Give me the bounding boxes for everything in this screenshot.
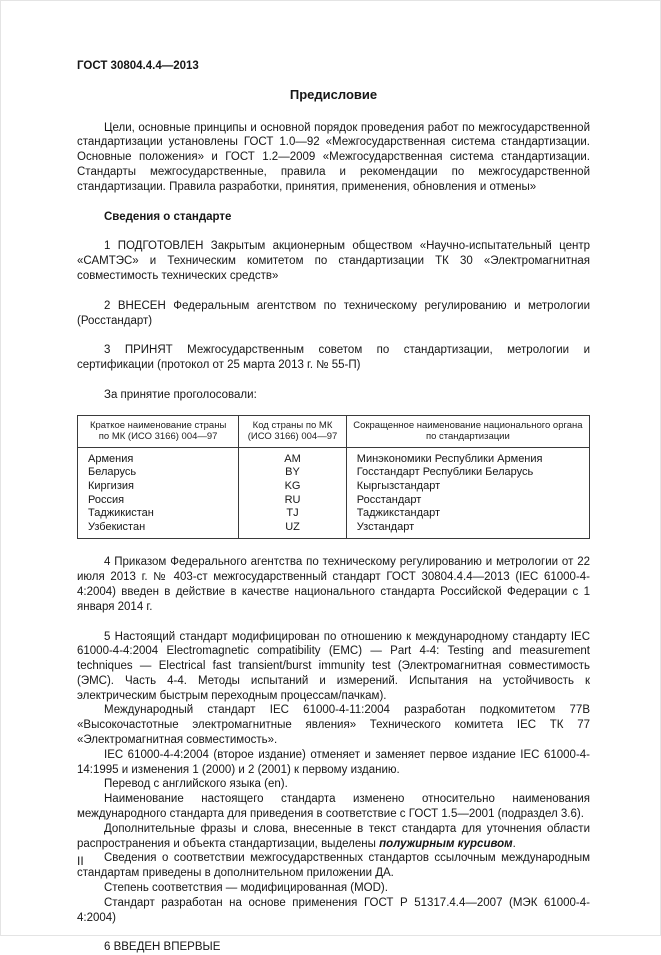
paragraph-vote-intro: За принятие проголосовали: [104,388,257,401]
table-row [78,521,590,539]
table-row [78,507,590,521]
cell-org: Кыргызстандарт [346,480,589,494]
paragraph-item-5-subcommittee: Международный стандарт IEC 61000-4-11:2004 разработан подкомитетом 77B «Высокочастотные электромагнитные явления» Технического комитета IEC ТК 77 «Электромагнитная совместимость». [77,704,590,747]
table-row [78,466,590,480]
paragraph-item-4-order: 4 Приказом Федерального агентства по техническому регулированию и метрологии от 22 июля 2013 г. № 403-ст межгосударственный стандарт ГОСТ 30804.4.4—2013 (IEC 61000-4-4:2004) введен в действие в качестве национального стандарта Российской Федерации с 1 января 2014 г. [77,556,590,613]
heading-standard-info: Сведения о стандарте [104,210,232,223]
table-row [78,494,590,508]
paragraph-item-3-adopted: 3 ПРИНЯТ Межгосударственным советом по стандартизации, метрологии и сертификации (протокол от 25 марта 2013 г. № 55-П) [77,344,590,372]
cell-org: Минэкономики Республики Армения [346,447,589,466]
paragraph-item-2-submitted: 2 ВНЕСЕН Федеральным агентством по техническому регулированию и метрологии (Росстандарт) [77,299,590,327]
additions-emphasis: полужирным курсивом [379,837,513,850]
cell-country: Россия [78,494,239,508]
cell-org: Таджикстандарт [346,507,589,521]
document-number: ГОСТ 30804.4.4—2013 [77,60,199,72]
table-row [78,480,590,494]
cell-org: Госстандарт Республики Беларусь [346,466,589,480]
column-header-country: Краткое наименование страны по МК (ИСО 3166) 004—97 [78,415,239,447]
cell-code: RU [239,494,347,508]
column-header-code: Код страны по МК (ИСО 3166) 004—97 [239,415,347,447]
cell-country: Киргизия [78,480,239,494]
paragraph-item-5-additions [77,822,590,852]
cell-code: KG [239,480,347,494]
cell-country: Армения [78,447,239,466]
table-header-row [78,415,590,447]
voting-table [77,415,590,540]
paragraph-item-5-degree: Степень соответствия — модифицированная (MOD). [104,882,388,895]
cell-code: UZ [239,521,347,539]
paragraph-item-5-modified: 5 Настоящий стандарт модифицирован по отношению к международному стандарту IEC 61000-4-4:2004 Electromagnetic compatibility (EMC) — Part 4-4: Testing and measurement techniques — Electrical fast transient/burst immunity test (Электромагнитная совместимость (ЭМС). Часть 4-4. Методы испытаний и измерений. Испытания на устойчивость к электрическим быстрым переходным процессам/пачкам). [77,630,590,702]
cell-country: Узбекистан [78,521,239,539]
paragraph-item-5-basis: Стандарт разработан на основе применения ГОСТ Р 51317.4.4—2007 (МЭК 61000-4-4:2004) [77,896,590,924]
page-title: Предисловие [289,86,378,102]
paragraph-item-1-prepared: 1 ПОДГОТОВЛЕН Закрытым акционерным обществом «Научно-испытательный центр «САМТЭС» и Техническим комитетом по стандартизации ТК 30 «Электромагнитная совместимость технических средств» [77,240,590,282]
cell-code: AM [239,447,347,466]
cell-code: BY [239,466,347,480]
table-row [78,447,590,466]
cell-country: Таджикистан [78,507,239,521]
cell-country: Беларусь [78,466,239,480]
page-number: II [77,854,84,868]
cell-org: Узстандарт [346,521,589,539]
paragraph-item-5-annex: Сведения о соответствии межгосударственных стандартов ссылочным международным стандартам приведены в дополнительном приложении ДА. [77,852,590,880]
paragraph-intro: Цели, основные принципы и основной порядок проведения работ по межгосударственной стандартизации установлены ГОСТ 1.0—92 «Межгосударственная система стандартизации. Основные положения» и ГОСТ 1.2—2009 «Межгосударственная система стандартизации. Стандарты межгосударственные, правила и рекомендации по межгосударственной стандартизации. Правила разработки, принятия, применения, обновления и отмены» [77,121,590,193]
cell-org: Росстандарт [346,494,589,508]
additions-text: Дополнительные фразы и слова, внесенные в текст стандарта для уточнения области распространения и объекта стандартизации, выделены [77,822,590,850]
paragraph-item-5-edition: IEC 61000-4-4:2004 (второе издание) отменяет и заменяет первое издание IEC 61000-4-14:1995 и изменения 1 (2000) и 2 (2001) к первому изданию. [77,748,590,776]
paragraph-item-5-renamed: Наименование настоящего стандарта изменено относительно наименования международного стандарта для приведения в соответствие с ГОСТ 1.5—2001 (подраздел 3.6). [77,793,590,821]
cell-code: TJ [239,507,347,521]
paragraph-item-5-translation: Перевод с английского языка (en). [104,778,288,791]
column-header-org: Сокращенное наименование национального органа по стандартизации [346,415,589,447]
paragraph-item-6-first-time: 6 ВВЕДЕН ВПЕРВЫЕ [104,941,221,954]
additions-period: . [512,837,516,850]
